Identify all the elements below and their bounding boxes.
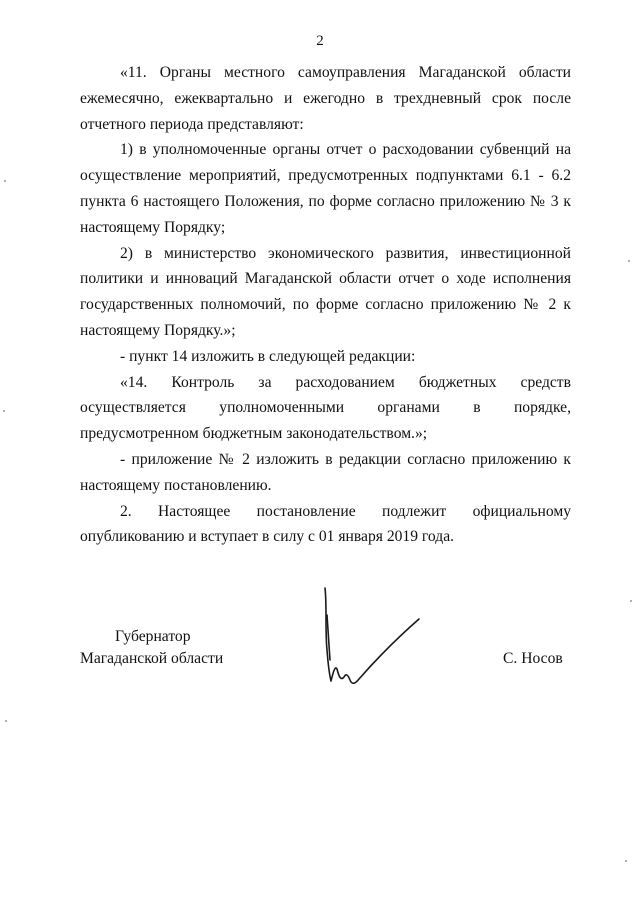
paragraph-item-11: «11. Органы местного самоуправления Магаданской области ежемесячно, ежеквартально и ежегодно в трехдневный срок после отчетного периода представляют: [80,64,571,133]
paragraph-clause-2: 2. Настоящее постановление подлежит официальному опубликованию и вступает в силу с 01 января 2019 года. [80,502,571,546]
scan-artifact [625,860,627,862]
page-number: 2 [316,33,324,49]
paragraph-point-14-intro: - пункт 14 изложить в следующей редакции: [120,347,416,365]
paragraph-subitem-2: 2) в министерство экономического развития, инвестиционной политики и инноваций Магаданской области отчет о ходе исполнения государственных полномочий, по форме согласно приложению № 2 к настоящему Порядку.»; [80,244,571,339]
handwritten-signature [315,585,425,695]
signatory-title-line1: Губернатор [115,628,191,645]
scan-artifact [5,720,7,722]
scan-artifact [4,180,6,182]
paragraph-subitem-1: 1) в уполномоченные органы отчет о расходовании субвенций на осуществление мероприятий, предусмотренных подпунктами 6.1 - 6.2 пункта 6 настоящего Положения, по форме согласно приложению № 3 к настоящему Порядку; [80,141,571,236]
signature-block [0,620,640,740]
signatory-name: С. Носов [503,650,563,667]
signatory-title-line2: Магаданской области [80,650,224,667]
scan-artifact [3,410,5,412]
paragraph-appendix-2: - приложение № 2 изложить в редакции согласно приложению к настоящему постановлению. [80,450,571,494]
document-body [80,60,571,550]
paragraph-item-14: «14. Контроль за расходованием бюджетных средств осуществляется уполномоченными органами в порядке, предусмотренном бюджетным законодательством.»; [80,373,571,443]
scan-artifact [628,260,630,262]
scan-artifact [630,600,632,602]
